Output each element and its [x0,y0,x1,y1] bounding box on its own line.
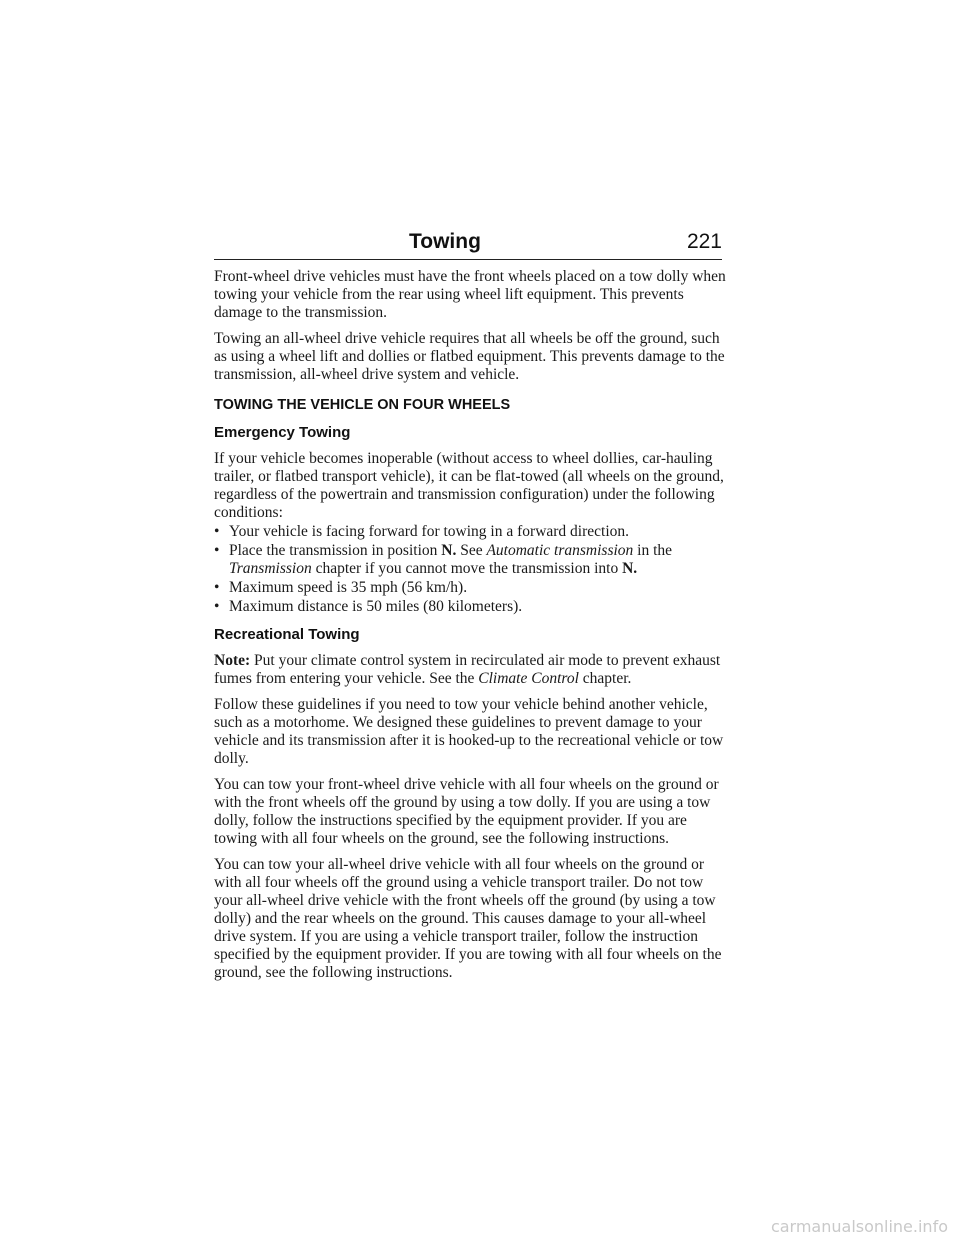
emergency-intro: If your vehicle becomes inoperable (without access to wheel dollies, car-hauling trailer, or flatbed transport vehicle), it can be flat-towed (all wheels on the ground, regardless of the powertrain and transmission configuration) under the following conditions: [214,450,724,521]
cross-reference-climate-control: Climate Control [478,670,579,687]
note-paragraph [214,652,726,688]
list-item-text: in the [633,542,673,559]
header-divider [214,259,722,260]
cross-reference-transmission-chapter: Transmission [229,560,312,577]
list-item [214,598,726,616]
gear-position-n: N. [622,560,638,577]
subheading-emergency-towing: Emergency Towing [214,424,351,441]
cross-reference-automatic-transmission: Automatic transmission [486,542,634,559]
list-item [214,579,726,597]
paragraph-guidelines: Follow these guidelines if you need to tow your vehicle behind another vehicle, such as a motorhome. We designed these guidelines to prevent damage to your vehicle and its transmission after it is hooked-up to the recreational vehicle or tow dolly. [214,696,724,767]
page-number: 221 [686,230,722,253]
note-text: chapter. [578,670,632,687]
bullet-icon: • [214,542,220,559]
section-heading: TOWING THE VEHICLE ON FOUR WHEELS [214,397,511,413]
note-label: Note: [214,652,251,669]
paragraph-front-wheel-drive: Front-wheel drive vehicles must have the front wheels placed on a tow dolly when towing your vehicle from the rear using wheel lift equipment. This prevents damage to the transmission. [214,268,726,321]
chapter-title: Towing [409,230,481,253]
list-item [214,523,726,541]
subheading-recreational-towing: Recreational Towing [214,626,360,643]
list-item-text: Maximum speed is 35 mph (56 km/h). [229,579,468,596]
bullet-icon: • [214,579,220,596]
conditions-list [214,523,726,616]
list-item-text: See [456,542,487,559]
gear-position-n: N. [441,542,457,559]
paragraph-front-wheel-towing: You can tow your front-wheel drive vehicle with all four wheels on the ground or with the front wheels off the ground by using a tow dolly. If you are using a tow dolly, follow the instructions specified by the equipment provider. If you are towing with all four wheels on the ground, see the following instructions. [214,776,719,847]
list-item-text: Your vehicle is facing forward for towing in a forward direction. [229,523,630,540]
list-item-text: Place the transmission in position [229,542,442,559]
paragraph-all-wheel-drive: Towing an all-wheel drive vehicle requires that all wheels be off the ground, such as using a wheel lift and dollies or flatbed equipment. This prevents damage to the transmission, all-wheel drive system and vehicle. [214,330,725,383]
list-item-text: Maximum distance is 50 miles (80 kilometers). [229,598,523,615]
watermark: carmanualsonline.info [770,1217,948,1236]
note-text: Put your climate control system in recirculated air mode to prevent exhaust fumes from entering your vehicle. See the [214,652,721,687]
list-item-text: chapter if you cannot move the transmission into [311,560,623,577]
paragraph-all-wheel-towing: You can tow your all-wheel drive vehicle with all four wheels on the ground or with all four wheels off the ground using a vehicle transport trailer. Do not tow your all-wheel drive vehicle with the front wheels off the ground (by using a tow dolly) and the rear wheels on the ground. This causes damage to your all-wheel drive system. If you are using a vehicle transport trailer, follow the instruction specified by the equipment provider. If you are towing with all four wheels on the ground, see the following instructions. [214,856,722,981]
page-body [214,268,726,990]
list-item [214,542,726,578]
bullet-icon: • [214,523,220,540]
page-header [214,226,722,260]
bullet-icon: • [214,598,220,615]
